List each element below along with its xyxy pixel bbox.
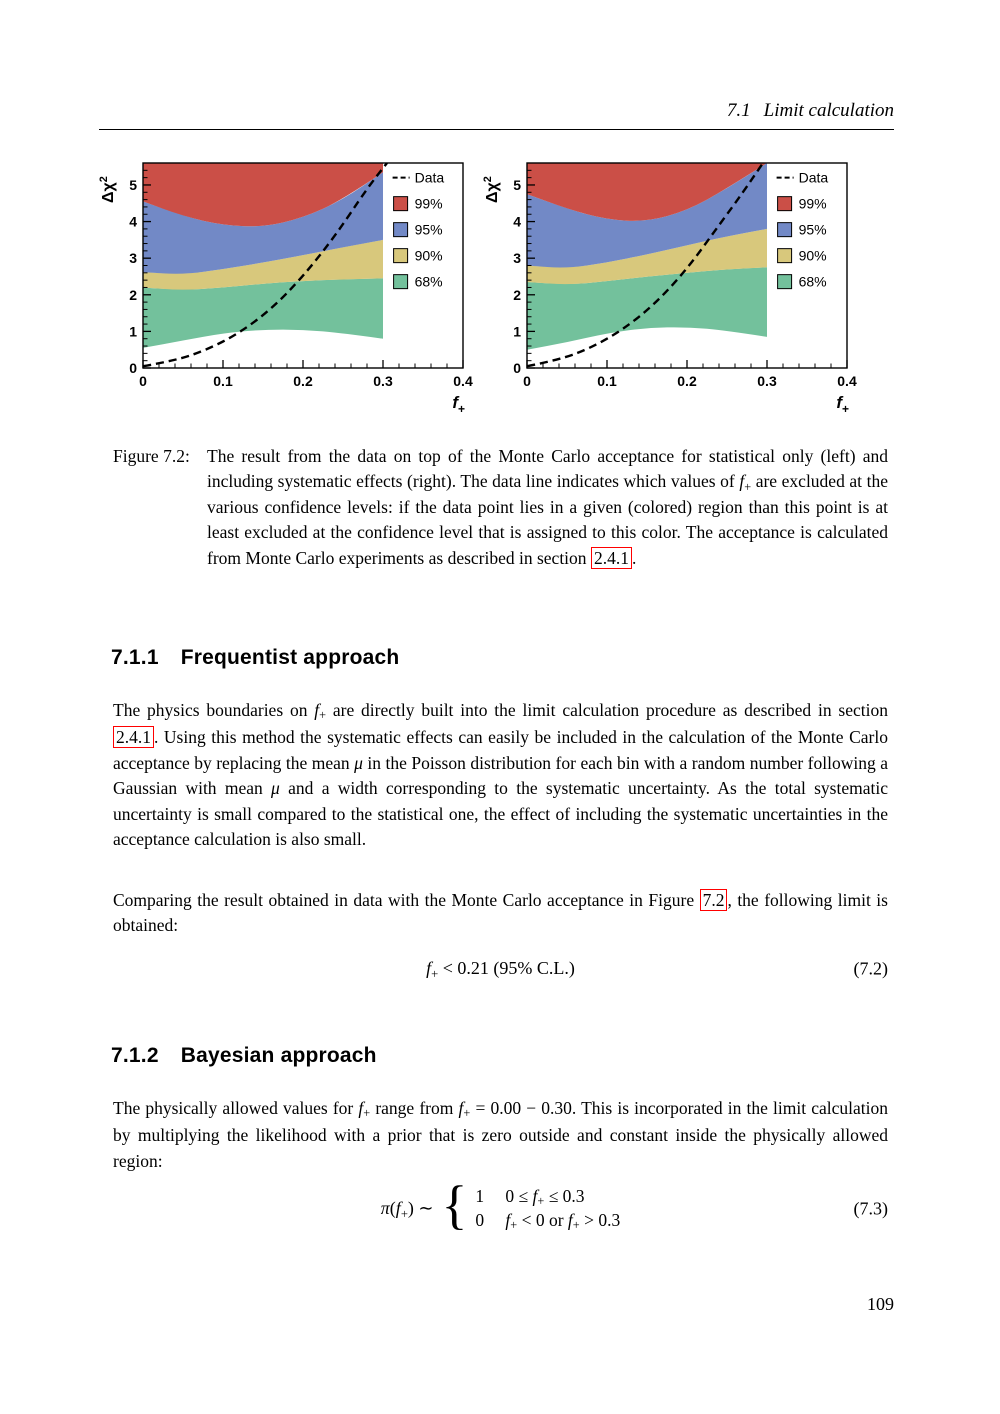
chart-svg	[481, 156, 857, 414]
y-axis-label: $\Delta\chi^2$	[98, 176, 117, 203]
section-title: Frequentist approach	[180, 646, 400, 669]
svg-text:0: 0	[129, 360, 137, 376]
legend-label: 90%	[798, 247, 827, 264]
text-segment: +	[744, 479, 752, 494]
cases-brace: {	[441, 1174, 468, 1235]
x-axis-label: $f_+$	[452, 393, 465, 414]
svg-text:0.3: 0.3	[757, 373, 777, 389]
equation-7-3	[113, 1174, 888, 1235]
text-segment: +	[431, 966, 439, 981]
text-segment: The physically allowed values for	[113, 1098, 359, 1118]
figure-caption-text	[207, 444, 888, 571]
text-segment: π	[380, 1198, 390, 1218]
svg-text:2: 2	[129, 286, 137, 303]
section-heading-frequentist	[111, 646, 399, 670]
text-segment: μ	[354, 752, 363, 773]
section-title: Bayesian approach	[180, 1044, 377, 1067]
legend-swatch	[778, 197, 792, 211]
text-segment: +	[319, 708, 327, 723]
text-segment: .	[631, 547, 637, 568]
text-segment: ≤ 0.3	[544, 1186, 585, 1206]
svg-text:3: 3	[513, 250, 521, 267]
figure-7-2	[97, 156, 857, 414]
x-axis-label: $f_+$	[836, 393, 849, 414]
page-number: 109	[867, 1294, 894, 1314]
legend-swatch	[778, 249, 792, 263]
header-rule	[99, 129, 894, 130]
text-segment: +	[363, 1106, 371, 1121]
section-number: 7.1.2	[111, 1044, 159, 1067]
text-segment: f	[458, 1098, 464, 1118]
text-segment: < 0.21 (95% C.L.)	[438, 958, 575, 978]
text-segment: f	[567, 1210, 573, 1230]
running-header	[727, 100, 894, 122]
case-value	[475, 1210, 505, 1231]
legend-label: 99%	[414, 195, 443, 212]
svg-text:0: 0	[523, 373, 531, 389]
text-segment: = 0.00 − 0.30. This is incorporated in the limit calculation by multiplying the likelihood with a prior that is zero outside and constant inside the physically allowed region:	[113, 1098, 888, 1171]
legend-label: 95%	[798, 221, 827, 238]
legend-swatch	[778, 275, 792, 289]
svg-text:5: 5	[129, 176, 137, 193]
case-condition	[505, 1186, 584, 1207]
equation-7-3-body	[113, 1174, 888, 1235]
header-section-number: 7.1	[726, 100, 751, 121]
text-segment: 0 ≤	[505, 1186, 533, 1206]
svg-text:0.4: 0.4	[453, 373, 473, 389]
svg-text:1: 1	[129, 323, 137, 340]
legend-swatch	[394, 275, 408, 289]
confidence-plot-statistical	[97, 156, 473, 414]
header-section-title: Limit calculation	[763, 100, 894, 121]
y-axis-label: $\Delta\chi^2$	[482, 176, 501, 203]
svg-text:0.1: 0.1	[213, 373, 233, 389]
svg-text:4: 4	[129, 213, 137, 230]
svg-text:2: 2	[513, 286, 521, 303]
text-segment: f	[314, 700, 320, 720]
ref-link[interactable]: 2.4.1	[113, 726, 154, 748]
case-row-2	[475, 1210, 620, 1231]
text-segment: f	[739, 471, 745, 492]
text-segment: f	[395, 1198, 401, 1218]
text-segment: +	[400, 1206, 408, 1221]
case-row-1	[475, 1186, 620, 1207]
svg-text:0: 0	[139, 373, 147, 389]
text-segment: (	[389, 1198, 396, 1218]
text-segment: 0	[475, 1210, 485, 1230]
svg-text:0.4: 0.4	[837, 373, 857, 389]
paragraph-bayesian-1	[113, 1096, 888, 1174]
equation-7-2	[113, 958, 888, 979]
text-segment: The physics boundaries on	[113, 700, 315, 720]
text-segment: > 0.3	[579, 1210, 621, 1230]
legend-label: 68%	[414, 273, 443, 290]
equation-7-3-number: (7.3)	[853, 1198, 888, 1218]
text-segment: +	[463, 1106, 471, 1121]
paragraph-frequentist-2	[113, 888, 888, 939]
figure-caption-label: Figure 7.2:	[113, 446, 190, 466]
text-segment: f	[532, 1186, 538, 1206]
figure-caption	[113, 444, 888, 571]
section-number: 7.1.1	[111, 646, 159, 669]
text-segment: < 0 or	[517, 1210, 568, 1230]
text-segment: are excluded at the various confidence levels: if the data point lies in a given (colored) region than this point is at least excluded at the confidence level that is assigned to this color. The acceptance is calculated from Monte Carlo experiments as described in section	[207, 471, 888, 568]
text-segment: f	[358, 1098, 364, 1118]
prior-lhs	[381, 1198, 434, 1219]
chart-svg	[97, 156, 473, 414]
svg-text:3: 3	[129, 250, 137, 267]
svg-text:0: 0	[513, 360, 521, 376]
legend-label: 95%	[414, 221, 443, 238]
text-segment: The result from the data on top of the Monte Carlo acceptance for statistical only (left) and including systematic effects (right). The data line indicates which values of	[207, 446, 888, 492]
text-segment: +	[510, 1218, 518, 1233]
confidence-plot-systematic	[481, 156, 857, 414]
text-segment: . Using this method the systematic effects can easily be included in the calculation of the Monte Carlo acceptance by replacing the mean	[113, 727, 888, 773]
paragraph-frequentist-1	[113, 698, 888, 852]
legend-label: Data	[798, 169, 829, 186]
legend-label: 90%	[414, 247, 443, 264]
legend-label: 99%	[798, 195, 827, 212]
svg-text:4: 4	[513, 213, 521, 230]
ref-link[interactable]: 7.2	[700, 889, 728, 911]
legend-swatch	[394, 223, 408, 237]
case-value	[475, 1186, 505, 1207]
text-segment: 1	[475, 1186, 485, 1206]
text-segment: μ	[271, 778, 280, 799]
legend-swatch	[778, 223, 792, 237]
svg-text:0.2: 0.2	[293, 373, 313, 389]
legend-label: 68%	[798, 273, 827, 290]
text-segment: ) ∼	[407, 1198, 434, 1218]
text-segment: are directly built into the limit calculation procedure as described in section	[326, 700, 888, 720]
svg-text:0.1: 0.1	[597, 373, 617, 389]
equation-7-2-number: (7.2)	[853, 958, 888, 978]
svg-text:5: 5	[513, 176, 521, 193]
legend-label: Data	[414, 169, 445, 186]
text-segment: , the following limit is obtained:	[113, 890, 888, 936]
ref-link[interactable]: 2.4.1	[591, 547, 632, 569]
text-segment: +	[572, 1218, 580, 1233]
text-segment: and a width corresponding to the systematic uncertainty. As the total systematic uncertainty is small compared to the statistical one, the effect of including the systematic uncertainties in the acceptance calculation is also small.	[113, 778, 888, 850]
legend-swatch	[394, 249, 408, 263]
text-segment: f	[426, 958, 432, 978]
svg-text:1: 1	[513, 323, 521, 340]
text-segment: f	[505, 1210, 511, 1230]
svg-text:0.3: 0.3	[373, 373, 393, 389]
equation-7-2-body	[113, 958, 888, 979]
text-segment: in the Poisson distribution for each bin with a random number following a Gaussian with mean	[113, 752, 888, 799]
section-heading-bayesian	[111, 1044, 377, 1068]
text-segment: Comparing the result obtained in data with the Monte Carlo acceptance in Figure	[113, 890, 700, 910]
case-condition	[505, 1210, 620, 1231]
svg-text:0.2: 0.2	[677, 373, 697, 389]
text-segment: +	[537, 1194, 545, 1209]
text-segment: range from	[370, 1098, 459, 1118]
cases-block	[475, 1186, 620, 1231]
legend-swatch	[394, 197, 408, 211]
